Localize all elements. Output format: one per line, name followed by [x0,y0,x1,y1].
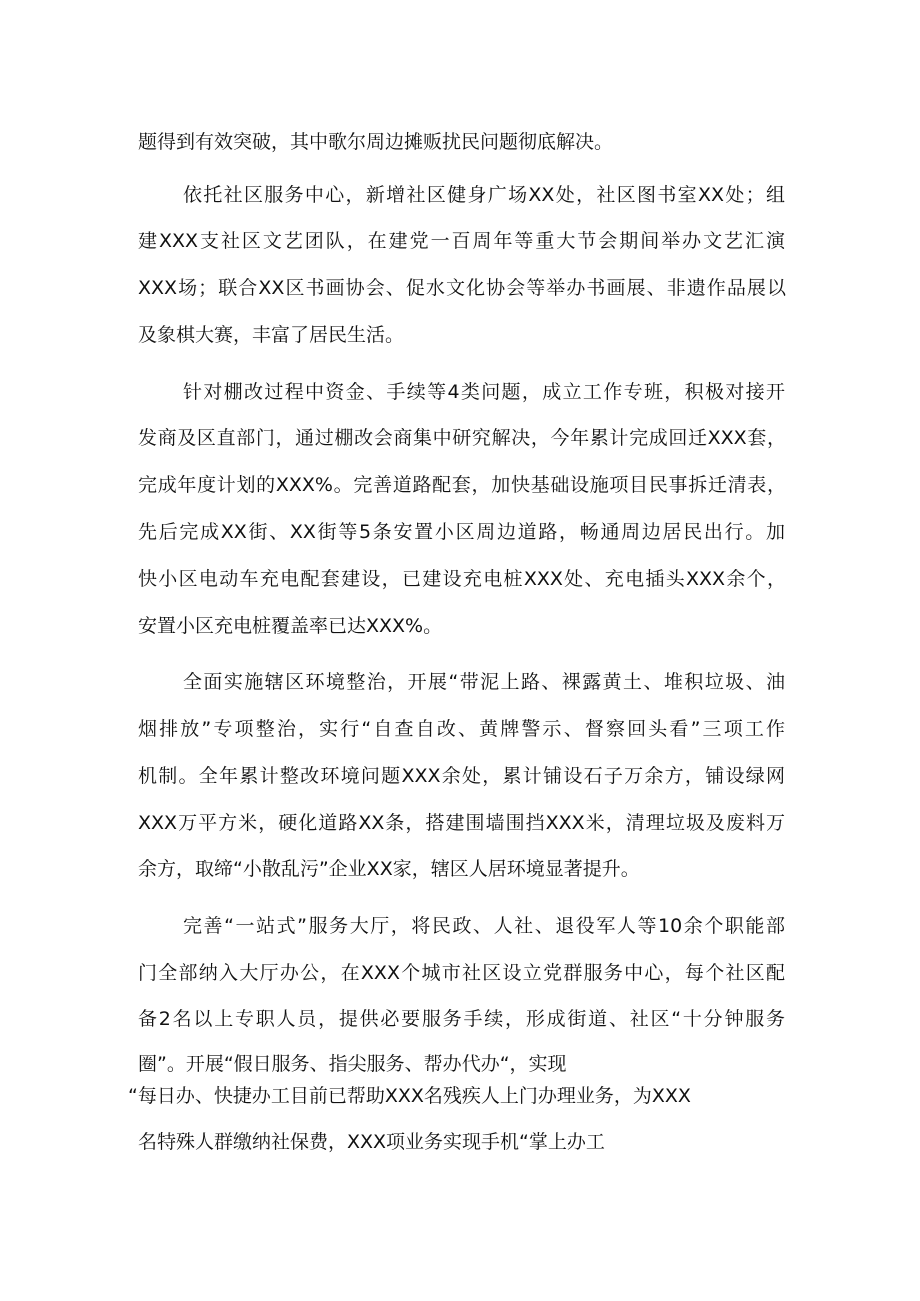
line-text: 安置小区充电桩覆盖率已达XXX%。 [138,615,443,637]
line-text: “每日办、快捷办工目前已帮助XXX名残疾人上门办理业务，为XXX [128,1085,691,1107]
text-line [0,315,920,355]
text-line [0,1122,920,1162]
text-line [0,709,920,749]
line-text: 圈”。开展“假日服务、指尖服务、帮办代办“，实现 [138,1053,567,1075]
text-line [0,559,920,599]
text-line [0,221,920,261]
line-text: 完善“一站式”服务大厅，将民政、人社、退役军人等10余个职能部 [183,915,785,937]
line-text: 建XXX支社区文艺团队，在建党一百周年等重大节会期间举办文艺汇演 [138,230,785,252]
line-text: 题得到有效突破，其中歌尔周边摊贩扰民问题彻底解决。 [138,131,614,153]
line-text: 机制。全年累计整改环境问题XXX余处，累计铺设石子万余方，铺设绿网 [138,765,785,787]
text-line [0,662,920,702]
line-text: 名特殊人群缴纳社保费，XXX项业务实现手机“掌上办工 [138,1131,605,1153]
text-line [0,906,920,946]
line-text: 完成年度计划的XXX%。完善道路配套，加快基础设施项目民事拆迁清表， [138,474,786,496]
text-line [0,756,920,796]
text-line [0,606,920,646]
line-text: 烟排放”专项整治，实行“自查自改、黄牌警示、督察回头看”三项工作 [138,718,785,740]
text-line [0,1076,920,1116]
line-text: 依托社区服务中心，新增社区健身广场XX处，社区图书室XX处；组 [183,184,785,206]
text-line [0,512,920,552]
line-text: 快小区电动车充电配套建设，已建设充电桩XXX处、充电插头XXX余个， [138,568,786,590]
text-line [0,465,920,505]
text-line [0,803,920,843]
line-text: 发商及区直部门，通过棚改会商集中研究解决，今年累计完成回迁XXX套， [138,427,786,449]
text-line [0,849,920,889]
text-line [0,175,920,215]
text-line [0,372,920,412]
line-text: 针对棚改过程中资金、手续等4类问题，成立工作专班，积极对接开 [183,381,785,403]
line-text: 先后完成XX街、XX街等5条安置小区周边道路，畅通周边居民出行。加 [138,521,785,543]
text-line [0,999,920,1039]
line-text: 备2名以上专职人员，提供必要服务手续，形成街道、社区“十分钟服务 [138,1008,785,1030]
line-text: 门全部纳入大厅办公，在XXX个城市社区设立党群服务中心，每个社区配 [138,962,785,984]
line-text: XXX场；联合XX区书画协会、促水文化协会等举办书画展、非遗作品展以 [138,277,786,299]
text-line [0,268,920,308]
text-line [0,418,920,458]
text-line [0,122,920,162]
line-text: 全面实施辖区环境整治，开展“带泥上路、裸露黄土、堆积垃圾、油 [183,671,785,693]
text-line [0,953,920,993]
line-text: XXX万平方米，硬化道路XX条，搭建围墙围挡XXX米，清理垃圾及废料万 [138,812,785,834]
line-text: 余方，取缔“小散乱污”企业XX家，辖区人居环境显著提升。 [138,858,640,880]
line-text: 及象棋大赛，丰富了居民生活。 [138,324,405,346]
